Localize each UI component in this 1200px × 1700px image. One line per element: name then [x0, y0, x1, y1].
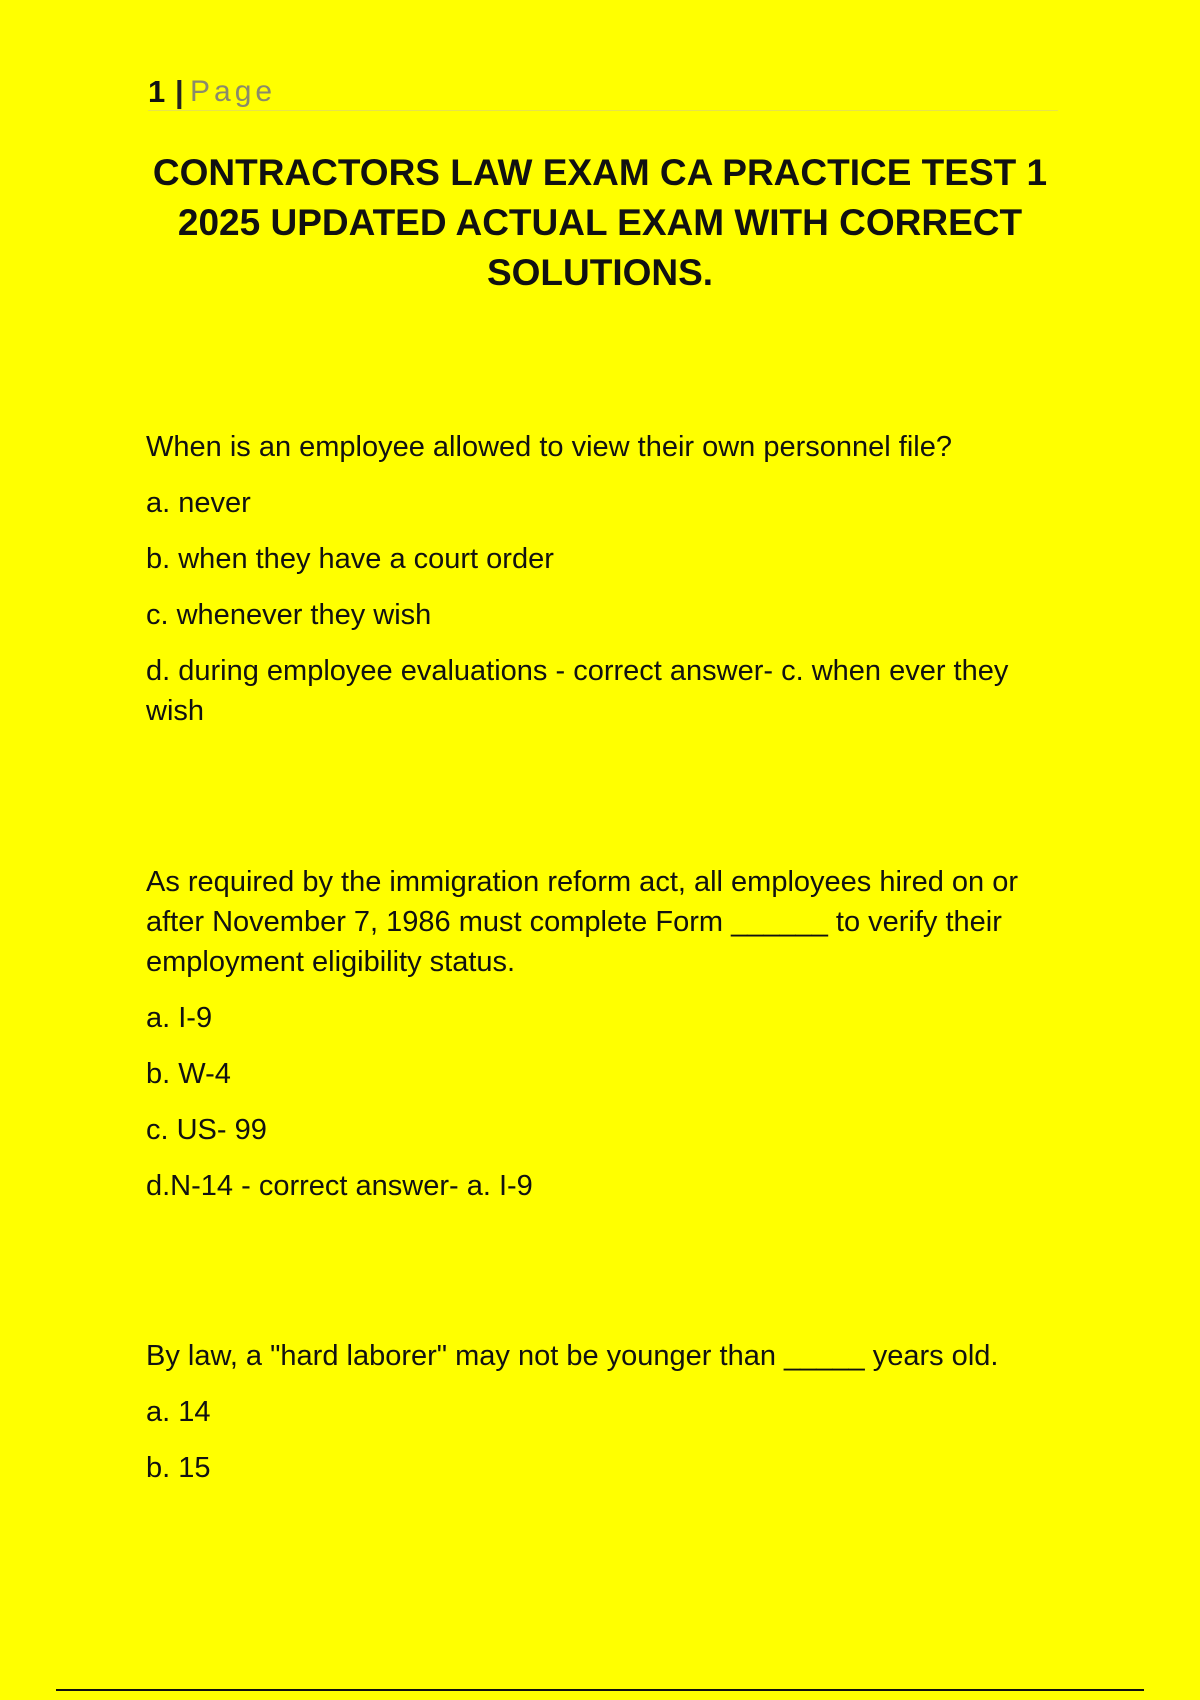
bottom-rule: [56, 1689, 1144, 1691]
page-separator: |: [175, 74, 184, 109]
option-a: a. never: [146, 487, 251, 519]
option-c: c. whenever they wish: [146, 599, 432, 631]
option-b: b. when they have a court order: [146, 543, 554, 575]
page-label: Page: [190, 75, 277, 108]
option-c: c. US- 99: [146, 1114, 267, 1146]
page-header: [148, 70, 1058, 111]
option-a: a. I-9: [146, 1002, 213, 1034]
option-d-answer: d.N-14 - correct answer- a. I-9: [146, 1170, 533, 1202]
page-number: 1: [148, 74, 166, 109]
option-d-answer: d. during employee evaluations - correct answer- c. when ever they wish: [146, 655, 1009, 727]
question-2: [146, 862, 1056, 1206]
question-3: [146, 1336, 1056, 1488]
question-text: By law, a "hard laborer" may not be younger than _____ years old.: [146, 1340, 999, 1372]
option-b: b. 15: [146, 1452, 211, 1484]
option-a: a. 14: [146, 1396, 211, 1428]
option-b: b. W-4: [146, 1058, 231, 1090]
question-1: [146, 427, 1056, 731]
document-title: CONTRACTORS LAW EXAM CA PRACTICE TEST 1 2025 UPDATED ACTUAL EXAM WITH CORRECT SOLUTIONS.: [152, 152, 1048, 293]
question-text: When is an employee allowed to view their own personnel file?: [146, 431, 952, 463]
question-text: As required by the immigration reform act, all employees hired on or after November 7, 1986 must complete Form ______ to verify their employment eligibility status.: [146, 866, 1018, 978]
